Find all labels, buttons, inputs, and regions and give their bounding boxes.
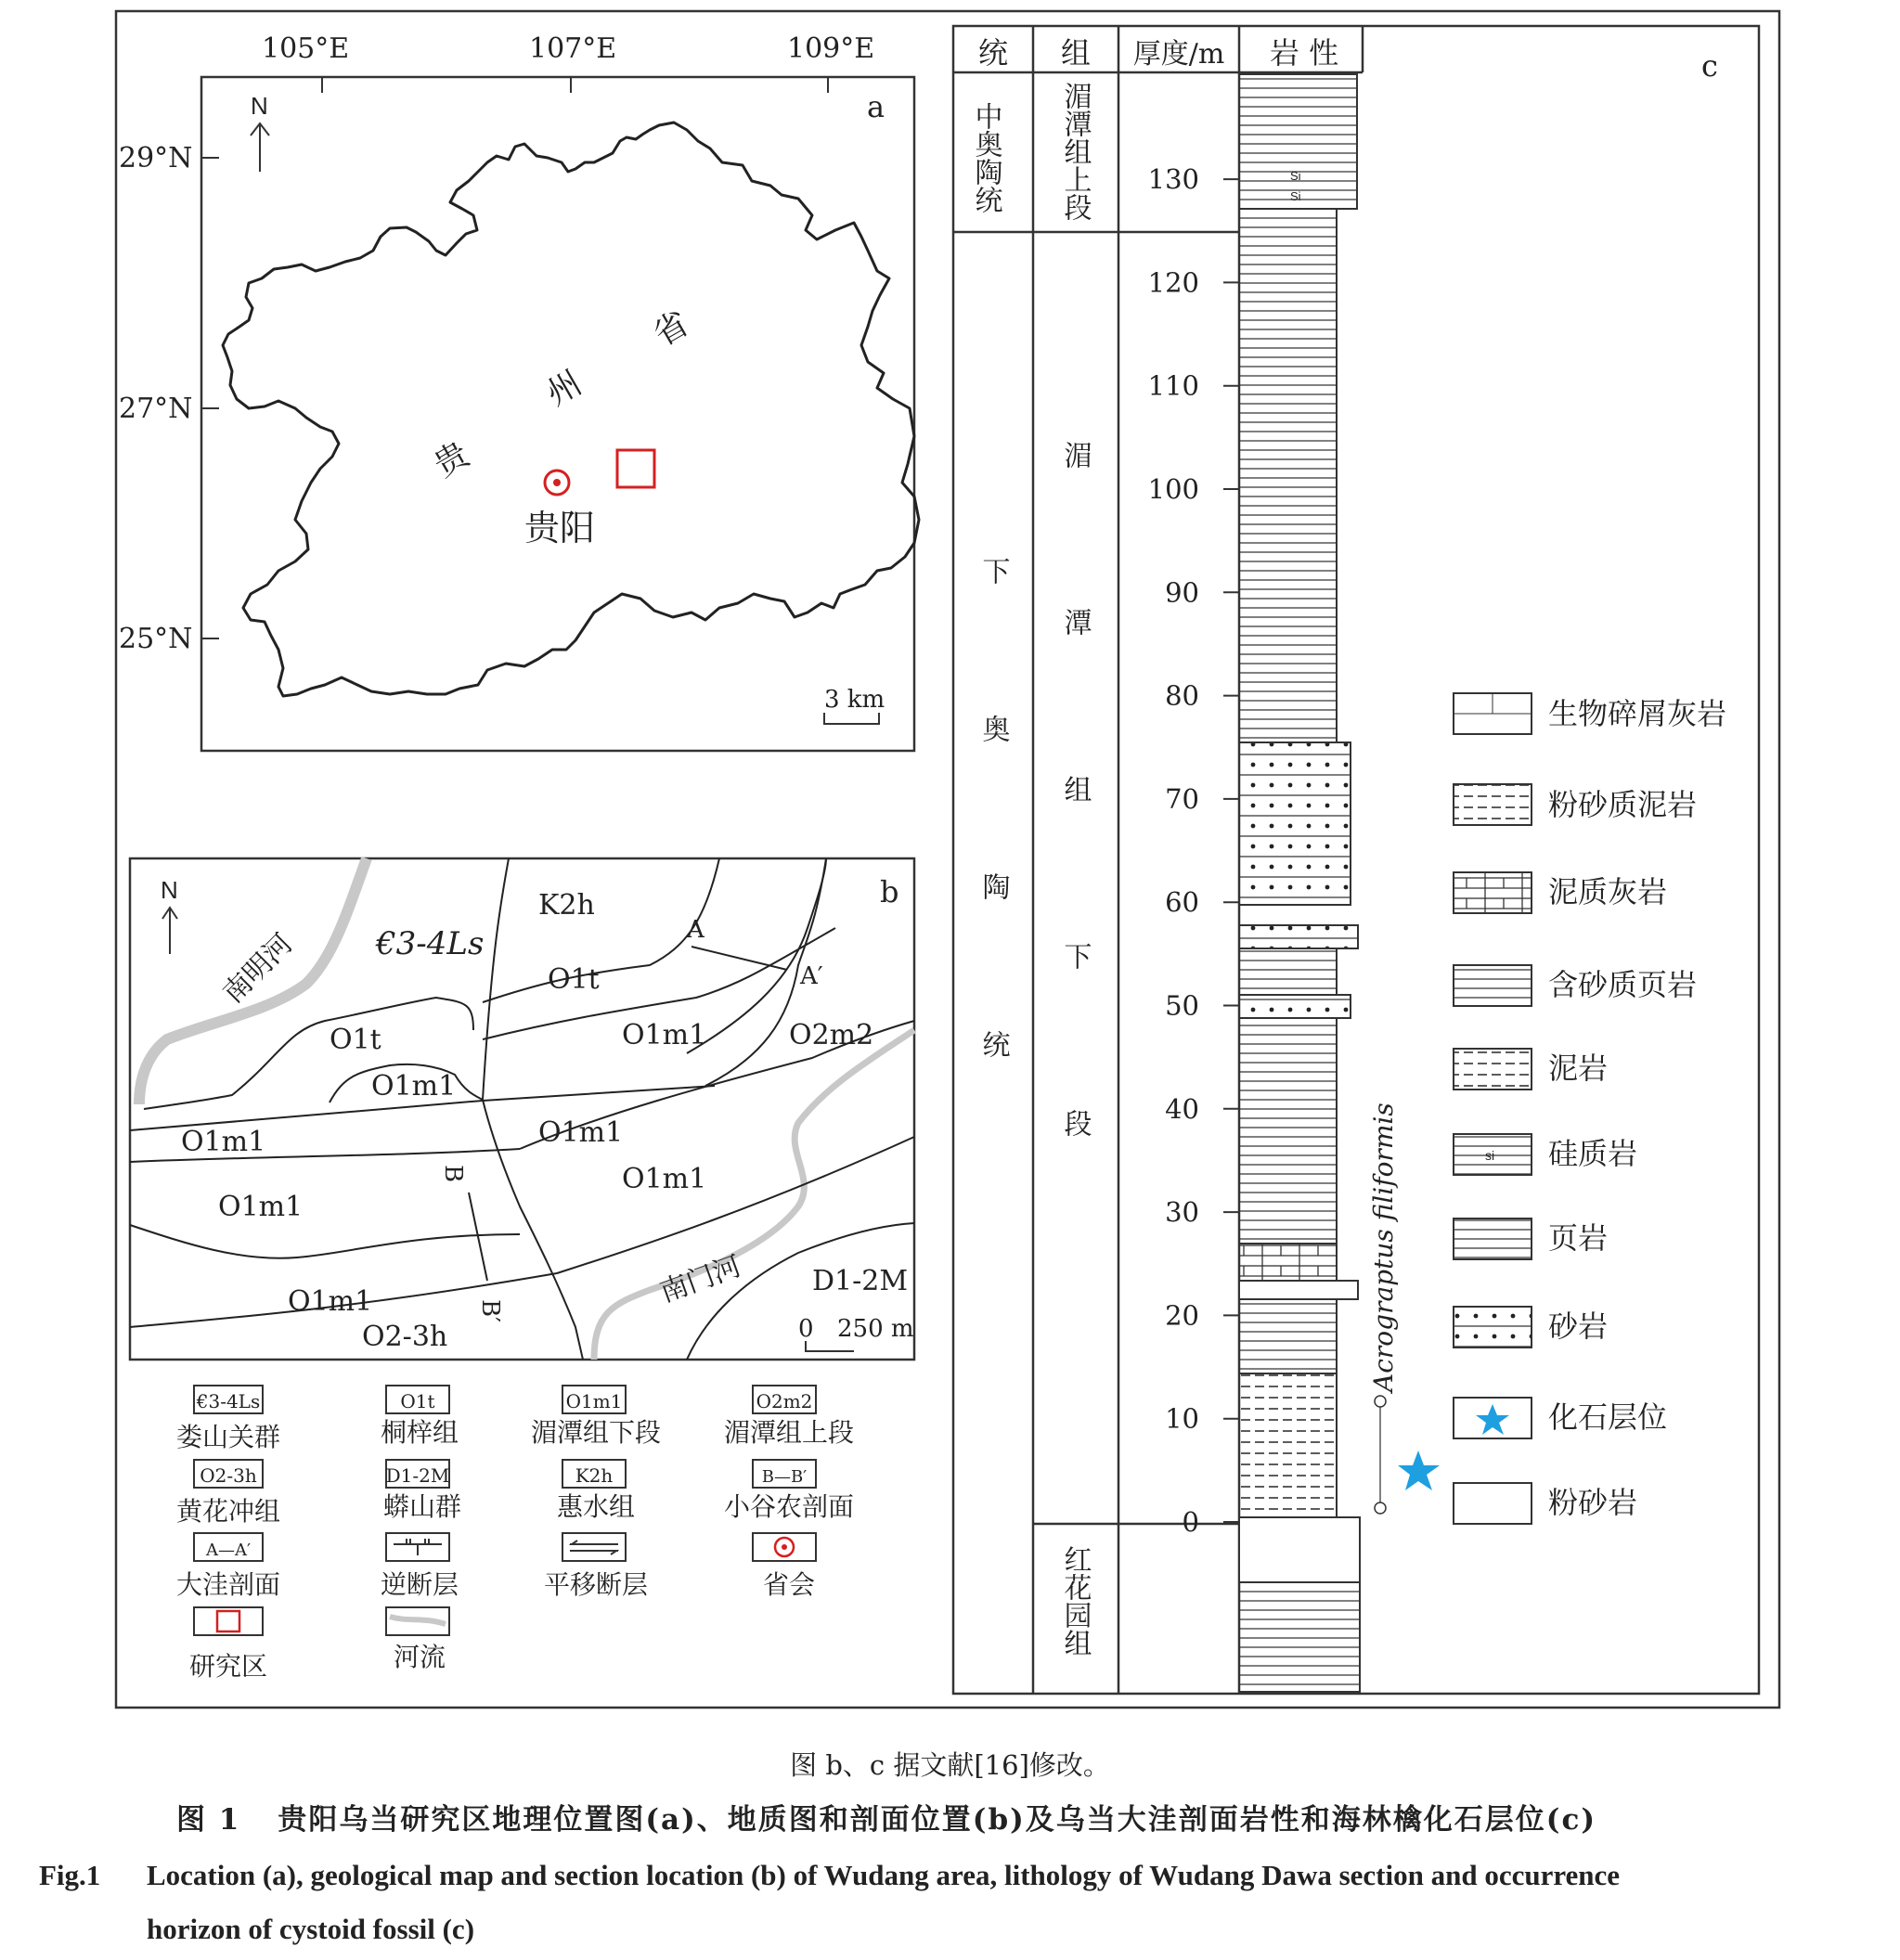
legend-swatch — [1454, 965, 1532, 1006]
thickness-tick-label: 10 — [1165, 1402, 1199, 1435]
legend-label: 研究区 — [188, 1651, 268, 1682]
legend-swatch — [1454, 1483, 1532, 1524]
thickness-tick-label: 70 — [1165, 782, 1199, 815]
unit-label: O1t — [548, 963, 600, 996]
river-label-nanmen: 南门河 — [655, 1249, 746, 1309]
lat-tick-27: 27°N — [119, 393, 193, 425]
series-middle-ordovician: 中奥陶统 — [969, 102, 1002, 213]
lithology-column — [1239, 74, 1360, 1692]
thickness-tick-label: 30 — [1165, 1196, 1199, 1229]
north-arrow-icon — [251, 123, 269, 172]
legend-label: 逆断层 — [380, 1569, 459, 1600]
study-area-icon — [217, 1611, 239, 1631]
legend-swatch — [1454, 872, 1532, 913]
legend-label: 湄潭组下段 — [530, 1417, 662, 1448]
legend-label: 湄潭组上段 — [723, 1417, 855, 1448]
reverse-fault-icon — [394, 1539, 442, 1555]
river-label-nanming: 南明河 — [216, 927, 300, 1011]
caption-english — [39, 1849, 1877, 1956]
legend-c-label: 化石层位 — [1548, 1399, 1668, 1435]
legend-swatch — [1454, 1219, 1532, 1259]
caption-en-line1: Location (a), geological map and section location (b) of Wudang area, lithology of Wudang Dawa section and occurrence — [147, 1859, 1621, 1891]
unit-label: O1m1 — [622, 1019, 707, 1051]
thickness-tick-label: 80 — [1165, 679, 1199, 712]
legend-swatch — [1454, 1307, 1532, 1348]
caption-en-line2: horizon of cystoid fossil (c) — [147, 1913, 475, 1945]
legend-symbol: B—B′ — [761, 1467, 808, 1487]
series-lower-ordovician: 下奥陶统 — [976, 557, 1010, 1188]
legend-symbol: O2-3h — [200, 1464, 257, 1487]
legend-c-label: 粉砂质泥岩 — [1548, 787, 1698, 822]
legend-symbol: O1t — [400, 1390, 435, 1412]
legend-item — [383, 1460, 461, 1522]
scale-bar-a — [824, 713, 879, 724]
thickness-tick-label: 40 — [1165, 1092, 1199, 1125]
legend-item — [386, 1607, 449, 1672]
scale-label-b: 250 m — [837, 1315, 914, 1343]
caption-cn-label: 图 1 — [176, 1803, 241, 1837]
legend-symbol: O2m2 — [756, 1390, 813, 1412]
legend-item — [176, 1460, 280, 1527]
lon-tick-109: 109°E — [787, 32, 875, 65]
lon-tick-105: 105°E — [262, 32, 350, 65]
scale-label-a: 3 km — [824, 686, 885, 714]
legend-item — [724, 1460, 854, 1522]
fossil-species-label: Acrograptus filiformis — [1368, 1102, 1399, 1392]
caption-chinese — [176, 1796, 1596, 1838]
formation-meitan-lower: 湄潭组下段 — [1058, 441, 1092, 1276]
section-label-b-prime: B′ — [476, 1299, 504, 1323]
legend-item — [557, 1460, 635, 1522]
province-char-sheng: 省 — [647, 304, 696, 355]
thickness-tick-label: 20 — [1165, 1299, 1199, 1332]
header-thickness: 厚度/m — [1132, 38, 1225, 71]
legend-symbol: €3-4Ls — [196, 1390, 261, 1412]
north-arrow-icon-b — [162, 908, 177, 954]
thickness-tick-label: 120 — [1147, 266, 1199, 299]
thickness-tick-label: 60 — [1165, 886, 1199, 919]
formation-meitan-upper: 湄潭组上段 — [1058, 82, 1092, 221]
legend-label: 小谷农剖面 — [723, 1491, 855, 1522]
river-icon — [390, 1617, 446, 1624]
legend-item — [381, 1386, 459, 1448]
legend-label: 桐梓组 — [380, 1417, 459, 1448]
legend-label: 省会 — [762, 1569, 816, 1600]
legend-symbol: O1m1 — [565, 1390, 623, 1412]
legend-item — [724, 1386, 854, 1448]
capital-marker-icon — [545, 471, 569, 495]
panel-b-geologic-map — [130, 858, 914, 1360]
unit-label: O2-3h — [362, 1321, 448, 1353]
legend-label: 惠水组 — [556, 1491, 636, 1522]
legend-item — [381, 1533, 459, 1600]
legend-c-label: 生物碎屑灰岩 — [1548, 696, 1727, 731]
legend-c — [1454, 693, 1726, 1524]
caption-en-label: Fig.1 — [39, 1859, 101, 1891]
unit-label: O1m1 — [218, 1191, 304, 1223]
header-formation: 组 — [1060, 35, 1092, 71]
legend-c-label: 含砂质页岩 — [1548, 967, 1698, 1002]
legend-c-label: 砂岩 — [1548, 1309, 1609, 1344]
thickness-tick-label: 90 — [1165, 576, 1199, 609]
unit-label: O1m1 — [538, 1116, 624, 1149]
header-lithology: 岩 性 — [1269, 35, 1339, 71]
legend-symbol: D1-2M — [385, 1464, 450, 1487]
legend-swatch — [1454, 1049, 1532, 1090]
legend-label: 河流 — [393, 1642, 446, 1672]
legend-c-label: 泥质灰岩 — [1548, 874, 1668, 909]
legend-item — [544, 1533, 648, 1600]
legend-swatch — [1454, 784, 1532, 825]
unit-label: D1-2M — [812, 1265, 909, 1297]
lon-tick-107: 107°E — [529, 32, 617, 65]
unit-label: O1m1 — [371, 1070, 457, 1102]
legend-label: 娄山关群 — [175, 1422, 281, 1452]
legend-item — [531, 1386, 661, 1448]
north-label-a: N — [251, 92, 268, 120]
legend-label: 平移断层 — [543, 1569, 649, 1600]
legend-swatch-si: si — [1485, 1148, 1495, 1163]
thickness-tick-label: 130 — [1147, 163, 1199, 196]
legend-item — [176, 1386, 280, 1452]
caption-cn-text: 贵阳乌当研究区地理位置图(a)、地质图和剖面位置(b)及乌当大洼剖面岩性和海林檎化石层位(c) — [278, 1803, 1597, 1837]
section-label-b: B — [439, 1165, 467, 1183]
study-area-box — [617, 450, 654, 487]
legend-item — [176, 1533, 280, 1600]
siliceous-label: Si — [1290, 189, 1301, 203]
panel-a-label: a — [867, 89, 885, 124]
legend-item — [189, 1607, 267, 1682]
scale-zero-b: 0 — [798, 1315, 814, 1343]
panel-c-label: c — [1701, 48, 1718, 84]
unit-label: O1m1 — [622, 1163, 707, 1195]
section-label-a-prime: A′ — [800, 962, 823, 990]
unit-label: K2h — [538, 889, 595, 922]
north-label-b: N — [161, 876, 178, 904]
thickness-tick-label: 100 — [1147, 473, 1199, 505]
lat-tick-29: 29°N — [119, 142, 193, 174]
thickness-tick-label: 50 — [1165, 989, 1199, 1022]
guizhou-outline — [223, 122, 919, 696]
legend-label: 大洼剖面 — [175, 1569, 281, 1600]
lat-tick-25: 25°N — [119, 623, 193, 655]
unit-label: O1m1 — [181, 1126, 266, 1158]
thickness-tick-label: 110 — [1147, 369, 1199, 402]
capital-marker-icon — [775, 1538, 794, 1556]
legend-label: 蟒山群 — [382, 1491, 462, 1522]
legend-symbol: K2h — [575, 1464, 614, 1487]
legend-c-label: 泥岩 — [1548, 1051, 1609, 1086]
siliceous-label: Si — [1290, 169, 1301, 183]
thickness-tick-label: 0 — [1182, 1506, 1199, 1538]
legend-label: 黄花冲组 — [175, 1496, 281, 1527]
unit-label: O2m2 — [789, 1019, 874, 1051]
unit-label: O1m1 — [288, 1285, 373, 1318]
legend-c-label: 页岩 — [1548, 1220, 1609, 1256]
unit-label: O1t — [330, 1024, 381, 1056]
legend-c-label: 粉砂岩 — [1548, 1485, 1638, 1520]
formation-honghuayuan: 红花园组 — [1058, 1545, 1092, 1657]
legend-item — [753, 1533, 816, 1600]
section-label-a: A — [687, 916, 704, 944]
province-char-zhou: 州 — [540, 364, 588, 414]
strike-slip-fault-icon — [570, 1541, 618, 1554]
unit-label: €3-4Ls — [376, 925, 485, 962]
fossil-range-marker — [1375, 1396, 1386, 1514]
figure-source-note: 图 b、c 据文献[16]修改。 — [790, 1749, 1110, 1781]
legend-c-label: 硅质岩 — [1548, 1136, 1638, 1171]
legend-symbol: A—A′ — [205, 1541, 252, 1560]
panel-c-stratigraphic-column — [953, 26, 1759, 1694]
legend-b — [176, 1386, 854, 1682]
province-char-gui: 贵 — [427, 435, 476, 485]
legend-swatch — [1454, 693, 1532, 734]
header-series: 统 — [977, 35, 1009, 71]
panel-b-label: b — [880, 874, 899, 909]
city-label-guiyang: 贵阳 — [524, 508, 596, 548]
thickness-axis — [1148, 163, 1239, 1538]
panel-a-location-map — [119, 32, 919, 751]
fossil-star-icon — [1398, 1451, 1440, 1490]
formation-boundaries — [130, 858, 914, 1360]
